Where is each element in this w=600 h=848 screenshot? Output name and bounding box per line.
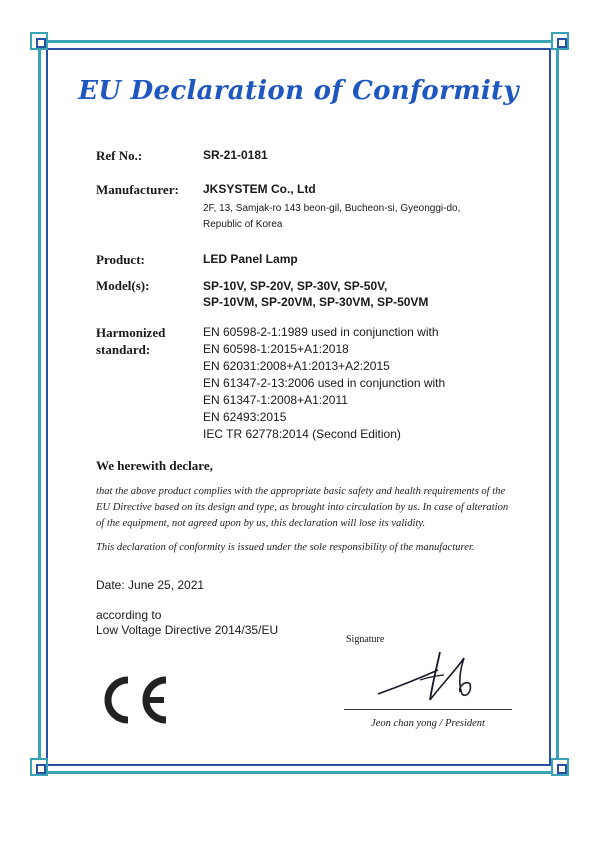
models-label: Model(s): [96, 278, 150, 293]
address-line: Republic of Korea [203, 219, 283, 230]
directive-reference [96, 608, 278, 638]
ce-mark-icon [94, 670, 174, 730]
product-value: LED Panel Lamp [203, 252, 298, 266]
ref-label: Ref No.: [96, 148, 143, 163]
standard-item: EN 60598-1:2015+A1:2018 [203, 342, 349, 356]
standard-item: EN 61347-2-13:2006 used in conjunction with [203, 376, 446, 390]
corner-ornament [30, 758, 48, 776]
signature-line [344, 709, 512, 710]
standard-item: IEC TR 62778:2014 (Second Edition) [203, 427, 401, 441]
corner-ornament [551, 32, 569, 50]
ref-value: SR-21-0181 [203, 148, 268, 162]
standard-item: EN 62493:2015 [203, 410, 287, 424]
standard-item: EN 60598-2-1:1989 used in conjunction with [203, 325, 439, 339]
models-list [203, 278, 428, 310]
signature-scribble-icon [360, 640, 490, 706]
corner-ornament [30, 32, 48, 50]
corner-ornament [551, 758, 569, 776]
standards-list [203, 324, 533, 443]
manufacturer-label: Manufacturer: [96, 182, 179, 197]
address-line: 2F, 13, Samjak-ro 143 beon-gil, Bucheon-si, Gyeonggi-do, [203, 203, 461, 214]
signatory-name: Jeon chan yong / President [371, 718, 485, 729]
declaration-heading: We herewith declare, [96, 458, 213, 473]
standards-label-line: Harmonized [96, 325, 166, 340]
manufacturer-name: JKSYSTEM Co., Ltd [203, 182, 316, 196]
manufacturer-address [203, 201, 460, 233]
standard-item: EN 62031:2008+A1:2013+A2:2015 [203, 359, 390, 373]
directive-line: Low Voltage Directive 2014/35/EU [96, 623, 279, 637]
responsibility-paragraph: This declaration of conformity is issued under the sole responsibility of the manufacturer. [96, 542, 475, 553]
document-title: EU Declaration of Conformity [78, 76, 519, 106]
declaration-paragraph: that the above product complies with the appropriate basic safety and health requirements of the EU Directive based on its design and type, as brought into circulation by us. In case of alteration of the equipment, not agreed upon by us, this declaration will lose its validity. [96, 486, 509, 529]
product-label: Product: [96, 252, 145, 267]
signature-label: Signature [346, 634, 385, 645]
declaration-date: Date: June 25, 2021 [96, 578, 205, 592]
standard-item: EN 61347-1:2008+A1:2011 [203, 393, 348, 407]
directive-line: according to [96, 608, 162, 622]
models-line: SP-10VM, SP-20VM, SP-30VM, SP-50VM [203, 295, 429, 309]
standards-label [96, 324, 165, 358]
standards-label-line: standard: [96, 342, 151, 357]
models-line: SP-10V, SP-20V, SP-30V, SP-50V, [203, 279, 388, 293]
